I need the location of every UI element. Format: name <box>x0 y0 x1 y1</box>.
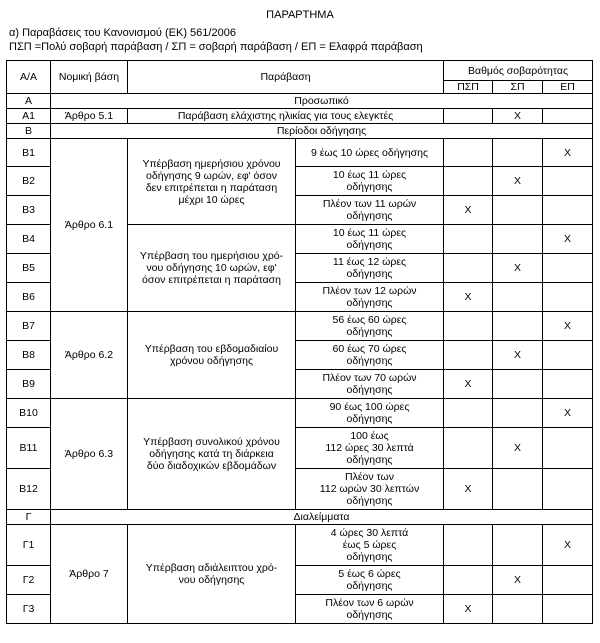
row-code: Β4 <box>7 225 51 254</box>
ep-cell: X <box>543 225 593 254</box>
violation-text: Υπέρβαση ημερήσιου χρόνου οδήγησης 9 ωρών, εφ' όσον δεν επιτρέπεται η παράταση μέχρι 10 ώρες <box>128 139 296 225</box>
section-code: Α <box>7 94 51 109</box>
row-code: Β9 <box>7 370 51 399</box>
violation-text: Υπέρβαση αδιάλειπτου χρό- νου οδήγησης <box>128 525 296 624</box>
psp-cell: X <box>444 469 493 510</box>
detail-text: 9 έως 10 ώρες οδήγησης <box>296 139 444 167</box>
detail-text: 90 έως 100 ώρες οδήγησης <box>296 399 444 428</box>
ep-cell <box>543 109 593 124</box>
psp-cell: X <box>444 283 493 312</box>
header-legal-basis: Νομική βάση <box>51 61 128 94</box>
row-code: Α1 <box>7 109 51 124</box>
legal-basis: Άρθρο 6.3 <box>51 399 128 510</box>
psp-cell <box>444 428 493 469</box>
ep-cell <box>543 196 593 225</box>
section-row <box>7 510 593 525</box>
header-aa: Α/Α <box>7 61 51 94</box>
legal-basis: Άρθρο 6.2 <box>51 312 128 399</box>
ep-cell: X <box>543 399 593 428</box>
psp-cell <box>444 312 493 341</box>
ep-cell: X <box>543 312 593 341</box>
sp-cell <box>493 225 543 254</box>
ep-cell <box>543 341 593 370</box>
detail-text: Πλέον των 112 ωρών 30 λεπτών οδήγησης <box>296 469 444 510</box>
table-row <box>7 312 593 341</box>
table-row <box>7 139 593 167</box>
row-code: Β10 <box>7 399 51 428</box>
violation-text: Παράβαση ελάχιστης ηλικίας για τους ελεγκτές <box>128 109 444 124</box>
ep-cell <box>543 428 593 469</box>
ep-cell <box>543 370 593 399</box>
sp-cell: X <box>493 428 543 469</box>
row-code: Β11 <box>7 428 51 469</box>
detail-text: Πλέον των 70 ωρών οδήγησης <box>296 370 444 399</box>
sp-cell <box>493 370 543 399</box>
row-code: Β6 <box>7 283 51 312</box>
sp-cell: X <box>493 341 543 370</box>
detail-text: 56 έως 60 ώρες οδήγησης <box>296 312 444 341</box>
psp-cell: X <box>444 370 493 399</box>
sp-cell <box>493 312 543 341</box>
sp-cell <box>493 139 543 167</box>
header-severity: Βαθμός σοβαρότητας <box>444 61 593 81</box>
psp-cell <box>444 139 493 167</box>
psp-cell <box>444 254 493 283</box>
annex-title: ΠΑΡΑΡΤΗΜΑ <box>266 9 334 21</box>
sp-cell <box>493 196 543 225</box>
header-psp: ΠΣΠ <box>444 81 493 94</box>
sp-cell: X <box>493 254 543 283</box>
row-code: Β1 <box>7 139 51 167</box>
intro-line-1: α) Παραβάσεις του Κανονισμού (ΕΚ) 561/2006 <box>9 27 236 39</box>
psp-cell <box>444 167 493 196</box>
detail-text: 60 έως 70 ώρες οδήγησης <box>296 341 444 370</box>
section-title: Περίοδοι οδήγησης <box>51 124 593 139</box>
ep-cell <box>543 283 593 312</box>
section-code: Γ <box>7 510 51 525</box>
section-code: Β <box>7 124 51 139</box>
row-code: Β8 <box>7 341 51 370</box>
table-row <box>7 109 593 124</box>
row-code: Γ3 <box>7 595 51 624</box>
header-violation: Παράβαση <box>128 61 444 94</box>
detail-text: 11 έως 12 ώρες οδήγησης <box>296 254 444 283</box>
legal-basis: Άρθρο 7 <box>51 525 128 624</box>
sp-cell: X <box>493 167 543 196</box>
table-row <box>7 525 593 566</box>
sp-cell <box>493 283 543 312</box>
psp-cell <box>444 341 493 370</box>
psp-cell <box>444 399 493 428</box>
ep-cell <box>543 254 593 283</box>
psp-cell: X <box>444 595 493 624</box>
detail-text: 100 έως 112 ώρες 30 λεπτά οδήγησης <box>296 428 444 469</box>
ep-cell: X <box>543 139 593 167</box>
row-code: Β2 <box>7 167 51 196</box>
detail-text: 4 ώρες 30 λεπτά έως 5 ώρες οδήγησης <box>296 525 444 566</box>
sp-cell <box>493 399 543 428</box>
ep-cell <box>543 469 593 510</box>
header-row <box>7 61 593 81</box>
row-code: Γ1 <box>7 525 51 566</box>
ep-cell <box>543 167 593 196</box>
detail-text: Πλέον των 12 ωρών οδήγησης <box>296 283 444 312</box>
row-code: Γ2 <box>7 566 51 595</box>
ep-cell: X <box>543 525 593 566</box>
header-sp: ΣΠ <box>493 81 543 94</box>
violation-text: Υπέρβαση του εβδομαδιαίου χρόνου οδήγησης <box>128 312 296 399</box>
row-code: Β7 <box>7 312 51 341</box>
psp-cell <box>444 566 493 595</box>
psp-cell <box>444 109 493 124</box>
legal-basis: Άρθρο 5.1 <box>51 109 128 124</box>
psp-cell: X <box>444 196 493 225</box>
legal-basis: Άρθρο 6.1 <box>51 139 128 312</box>
row-code: Β5 <box>7 254 51 283</box>
ep-cell <box>543 595 593 624</box>
sp-cell <box>493 469 543 510</box>
violations-table <box>6 60 593 624</box>
section-row <box>7 94 593 109</box>
row-code: Β3 <box>7 196 51 225</box>
psp-cell <box>444 525 493 566</box>
section-title: Προσωπικό <box>51 94 593 109</box>
intro-line-2: ΠΣΠ =Πολύ σοβαρή παράβαση / ΣΠ = σοβαρή παράβαση / ΕΠ = Ελαφρά παράβαση <box>9 41 423 53</box>
sp-cell: X <box>493 566 543 595</box>
detail-text: Πλέον των 11 ωρών οδήγησης <box>296 196 444 225</box>
detail-text: Πλέον των 6 ωρών οδήγησης <box>296 595 444 624</box>
detail-text: 10 έως 11 ώρες οδήγησης <box>296 225 444 254</box>
sp-cell <box>493 525 543 566</box>
detail-text: 10 έως 11 ώρες οδήγησης <box>296 167 444 196</box>
detail-text: 5 έως 6 ώρες οδήγησης <box>296 566 444 595</box>
sp-cell <box>493 595 543 624</box>
ep-cell <box>543 566 593 595</box>
section-row <box>7 124 593 139</box>
psp-cell <box>444 225 493 254</box>
row-code: Β12 <box>7 469 51 510</box>
header-ep: ΕΠ <box>543 81 593 94</box>
violation-text: Υπέρβαση συνολικού χρόνου οδήγησης κατά τη διάρκεια δύο διαδοχικών εβδομάδων <box>128 399 296 510</box>
violation-text: Υπέρβαση του ημερήσιου χρό- νου οδήγησης 10 ωρών, εφ' όσον επιτρέπεται η παράταση <box>128 225 296 312</box>
sp-cell: X <box>493 109 543 124</box>
table-row <box>7 399 593 428</box>
section-title: Διαλείμματα <box>51 510 593 525</box>
